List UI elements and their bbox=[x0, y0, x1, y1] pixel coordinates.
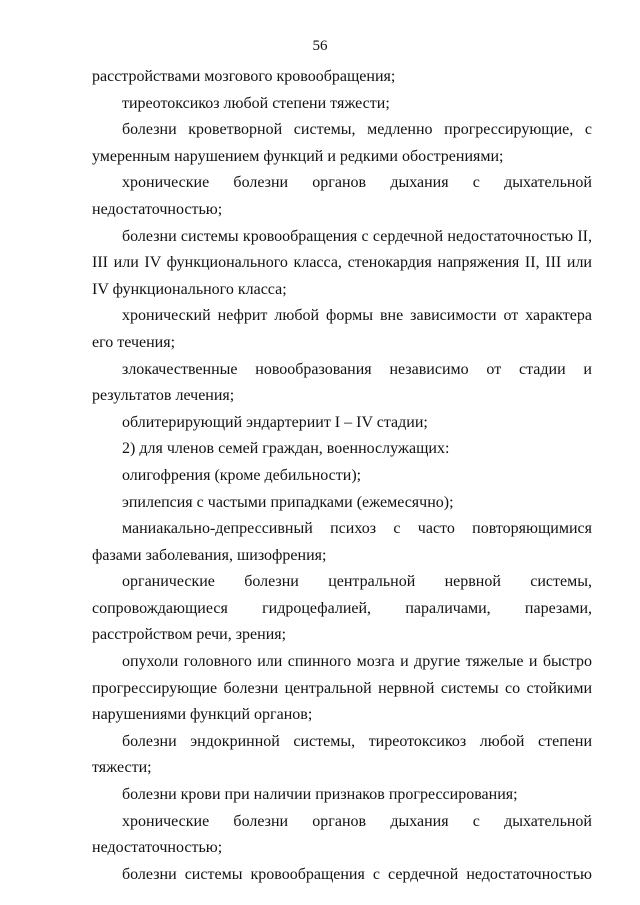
paragraph: болезни эндокринной системы, тиреотоксикоз любой степени тяжести; bbox=[92, 732, 592, 777]
paragraph: олигофрения (кроме дебильности); bbox=[122, 466, 362, 484]
paragraph: тиреотоксикоз любой степени тяжести; bbox=[122, 94, 390, 112]
paragraph: маниакально-депрессивный психоз с часто повторяющимися фазами заболевания, шизофрения; bbox=[92, 520, 592, 564]
paragraph: эпилепсия с частыми припадками (ежемесячно); bbox=[122, 493, 454, 511]
paragraph: опухоли головного или спинного мозга и другие тяжелые и быстро прогрессирующие болезни центральной нервной системы со стойкими нарушениями функций органов; bbox=[92, 653, 592, 724]
paragraph: расстройствами мозгового кровообращения; bbox=[92, 68, 396, 85]
paragraph: хронические болезни органов дыхания с дыхательной недостаточностью; bbox=[92, 812, 592, 857]
paragraph: болезни кроветворной системы, медленно прогрессирующие, с умеренным нарушением функций и редкими обострениями; bbox=[92, 121, 592, 165]
paragraph: 2) для членов семей граждан, военнослужащих: bbox=[122, 440, 450, 458]
paragraph: хронический нефрит любой формы вне зависимости от характера его течения; bbox=[92, 307, 592, 351]
paragraph: болезни крови при наличии признаков прогрессирования; bbox=[122, 786, 518, 804]
paragraph: злокачественные новообразования независимо от стадии и результатов лечения; bbox=[92, 360, 592, 405]
page-number: 56 bbox=[312, 38, 328, 54]
paragraph: болезни системы кровообращения с сердечной недостаточностью bbox=[122, 865, 592, 883]
document-body bbox=[92, 64, 592, 888]
paragraph: облитерирующий эндартериит I – IV стадии; bbox=[122, 413, 428, 431]
paragraph: болезни системы кровообращения с сердечной недостаточностью II, III или IV функционального класса, стенокардия напряжения II, III или IV функционального класса; bbox=[92, 227, 592, 298]
paragraph: хронические болезни органов дыхания с дыхательной недостаточностью; bbox=[92, 174, 592, 218]
paragraph: органические болезни центральной нервной системы, сопровождающиеся гидроцефалией, параличами, парезами, расстройством речи, зрения; bbox=[92, 573, 592, 644]
